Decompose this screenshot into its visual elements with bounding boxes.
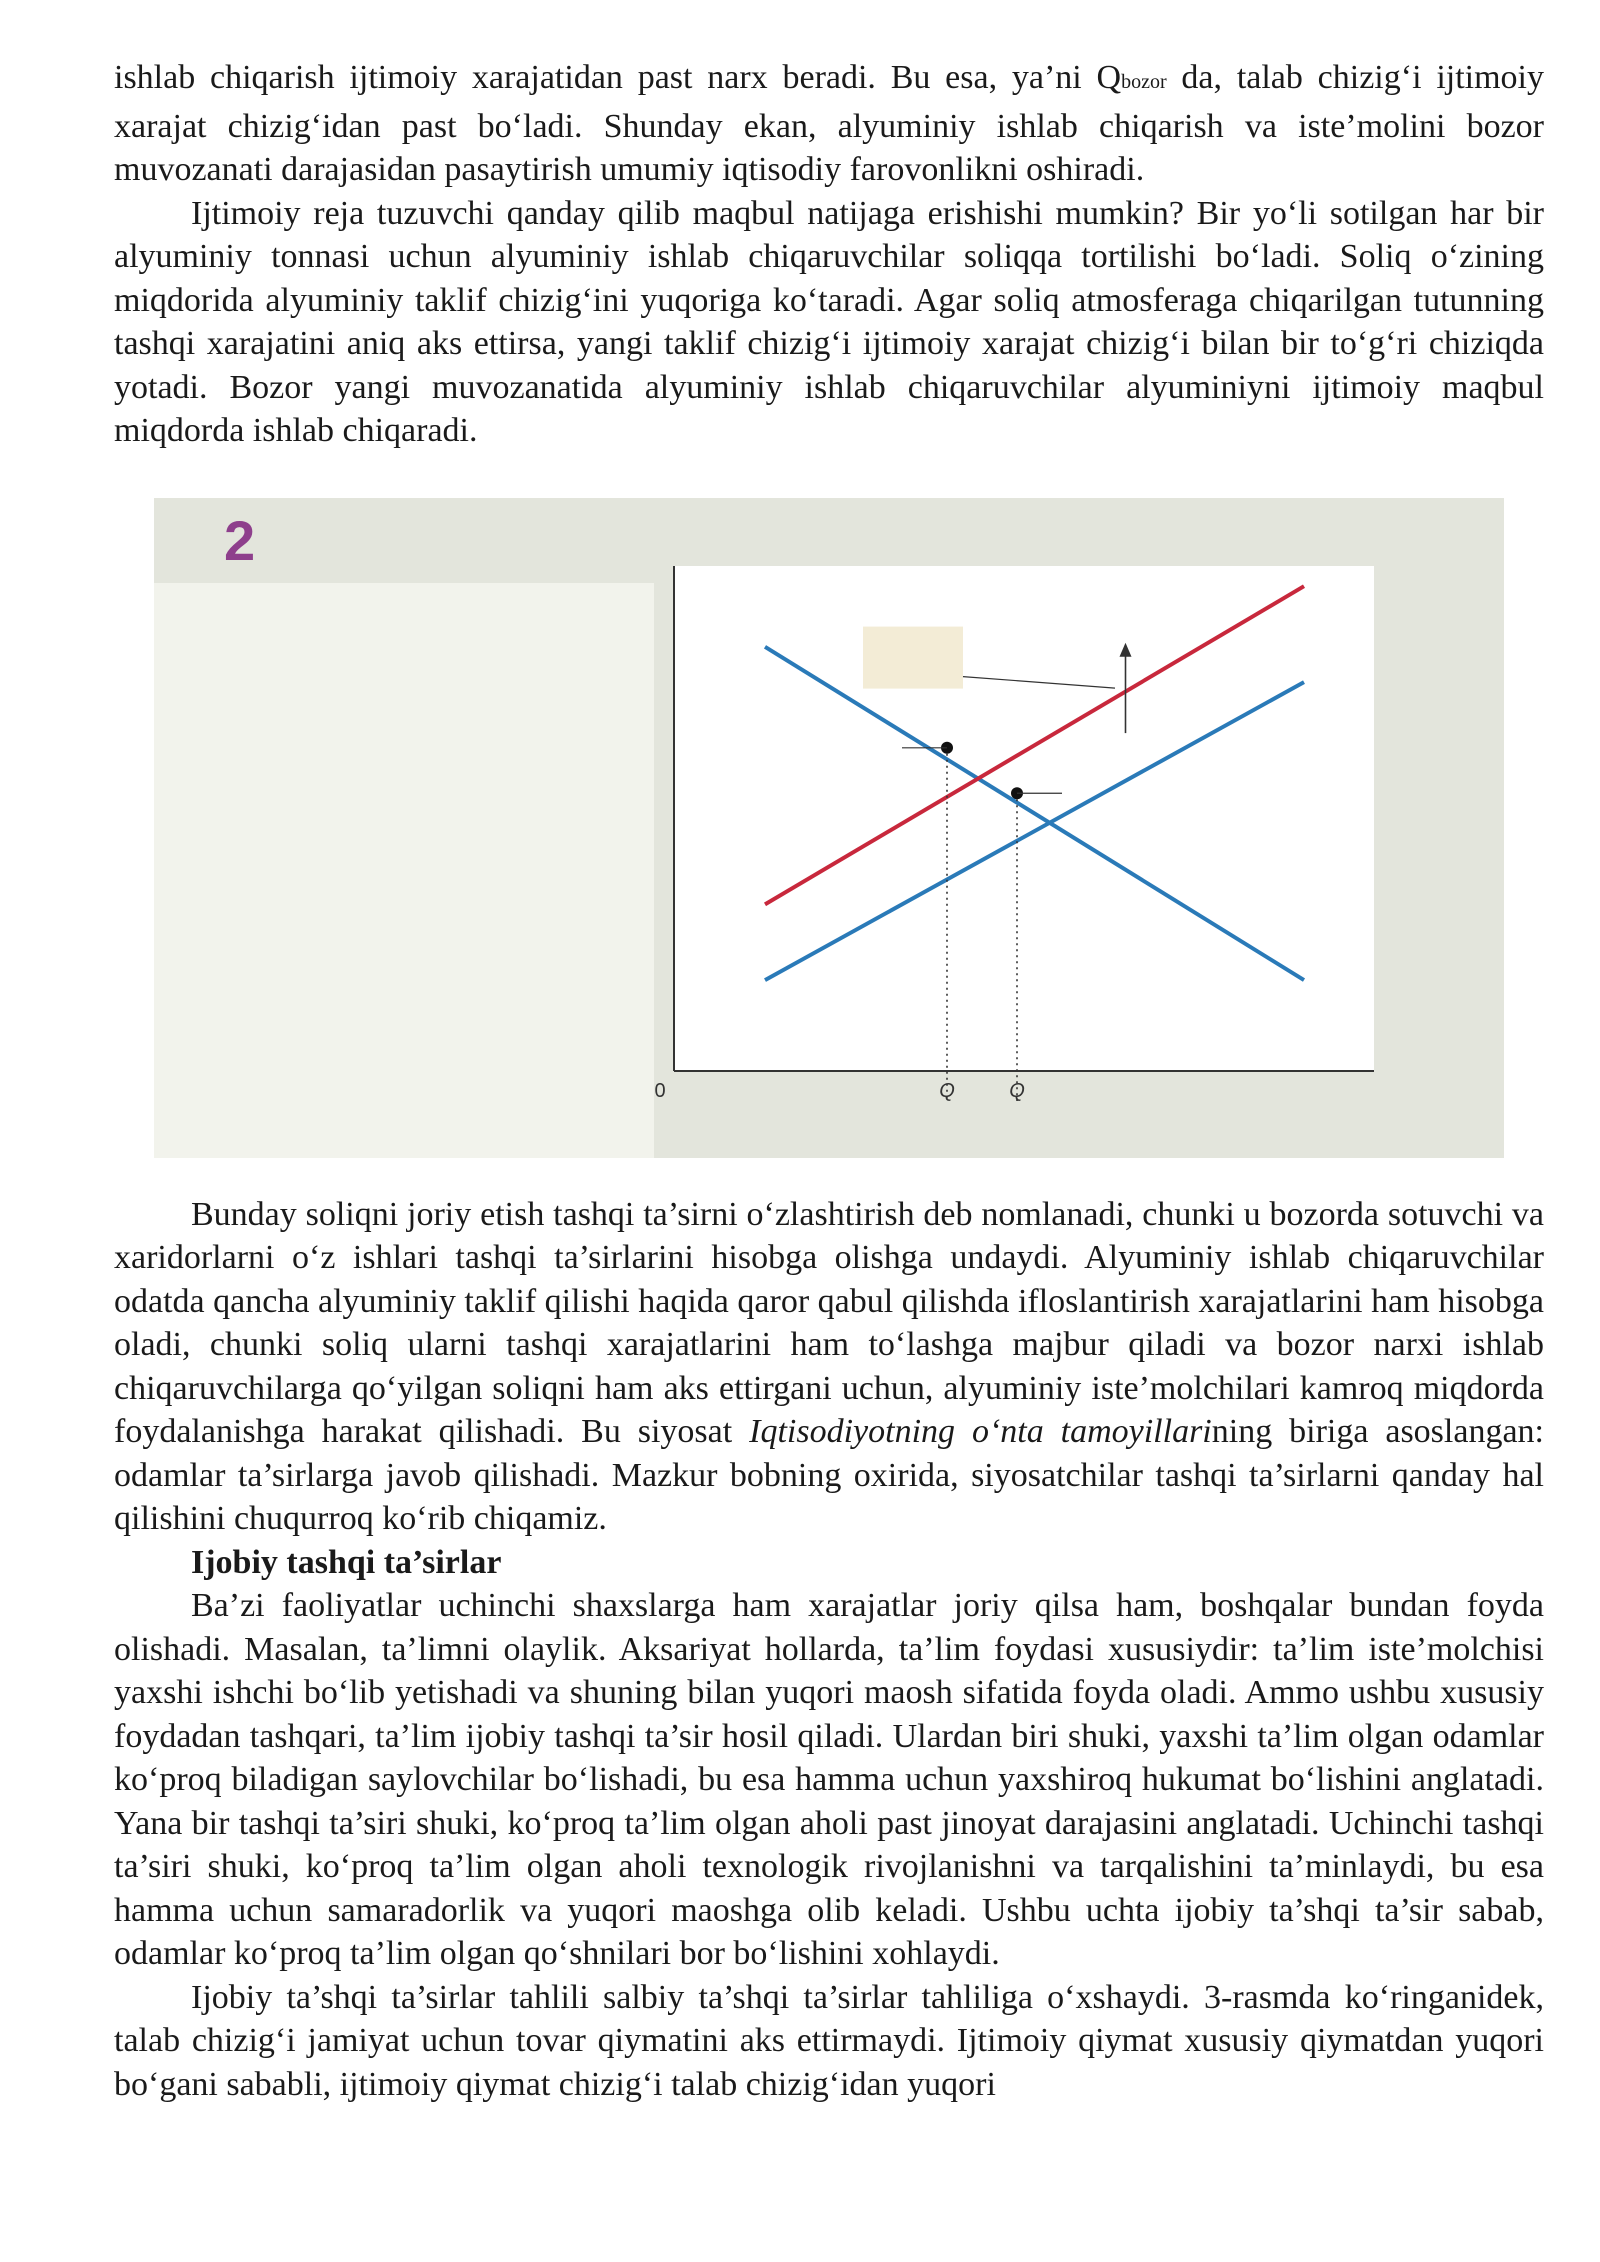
figure-background — [154, 498, 1504, 1158]
shift-arrow-head — [1120, 642, 1132, 656]
figure-2 — [114, 498, 1544, 1148]
book-title-italic: Iqtisodiyotning o‘nta tamoyillari — [749, 1413, 1212, 1450]
paragraph-2: Ijtimoiy reja tuzuvchi qanday qilib maqbul natijaga erishishi mumkin? Bir yo‘li sotilgan har bir alyuminiy tonnasi uchun alyuminiy ishlab chiqaruvchilar soliqqa tortilishi bo‘ladi. Soliq o‘zining miqdorida alyuminiy taklif chizig‘ini yuqoriga ko‘taradi. Agar soliq atmosferaga chiqarilgan tutunning tashqi xarajatini aniq aks ettirsa, yangi taklif chizig‘i ijtimoiy xarajat chizig‘i bilan bir to‘g‘ri chiziqda yotadi. Bozor yangi muvozanatida alyuminiy ishlab chiqaruvchilar alyuminiyni ijtimoiy maqbul miqdorda ishlab chiqaradi. — [114, 194, 1544, 449]
chart-svg — [154, 498, 1504, 1158]
social-cost-curve — [765, 586, 1304, 904]
quantity-label-1: Q — [939, 1079, 955, 1102]
quantity-label-2: Q — [1009, 1079, 1025, 1102]
origin-label: 0 — [654, 1079, 666, 1102]
document-page — [114, 56, 1544, 2106]
subscript-bozor: bozor — [1121, 71, 1167, 93]
paragraph-3: Bunday soliqni joriy etish tashqi ta’sirni o‘zlashtirish deb nomlanadi, chunki u bozorda sotuvchi va xaridorlarni o‘z ishlari tashqi ta’sirlarini hisobga olishga undaydi. Alyuminiy ishlab chiqaruvchilar odatda qancha alyuminiy taklif qilishi haqida qaror qabul qilishda ifloslantirish xarajatlarini ham hisobga oladi, chunki soliq ularni tashqi xarajatlarini ham to‘lashga majbur qiladi va bozor narxi ishlab chiqaruvchilarga qo‘yilgan soliqni ham aks ettirgani uchun, alyuminiy iste’molchilari kamroq miqdorda foydalanishga harakat qilishadi. Bu siyosat Iqtisodiyotning o‘nta tamoyillarining biriga asoslangan: odamlar ta’sirlarga javob qilishadi. Mazkur bobning oxirida, siyosatchilar tashqi ta’sirlarni qanday hal qilishini chuqurroq ko‘rib chiqamiz. — [114, 1195, 1544, 1537]
demand-curve — [765, 646, 1304, 979]
paragraph-5: Ijobiy ta’shqi ta’sirlar tahlili salbiy ta’shqi ta’sirlar tahliliga o‘xshaydi. 3-rasmda ko‘ringanidek, talab chizig‘i jamiyat uchun tovar qiymatini aks ettirmaydi. Ijtimoiy qiymat xususiy qiymatdan yuqori bo‘gani sababli, ijtimoiy qiymat chizig‘i talab chizig‘idan yuqori — [114, 1978, 1544, 2103]
label-leader-line — [963, 676, 1115, 688]
figure-number: 2 — [224, 508, 256, 572]
section-heading: Ijobiy tashqi ta’sirlar — [191, 1543, 502, 1581]
paragraph-1: ishlab chiqarish ijtimoiy xarajatidan past narx beradi. Bu esa, ya’ni Qbozor da, talab chizig‘i ijtimoiy xarajat chizig‘idan past bo‘ladi. Shunday ekan, alyuminiy ishlab chiqarish va iste’molini bozor muvozanati darajasidan pasaytirish umumiy iqtisodiy farovonlikni oshiradi. — [114, 59, 1544, 188]
supply-curve — [765, 682, 1304, 980]
curve-label-box — [863, 626, 963, 688]
paragraph-4: Ba’zi faoliyatlar uchinchi shaxslarga ham xarajatlar joriy qilsa ham, boshqalar bundan foyda olishadi. Masalan, ta’limni olaylik. Aksariyat hollarda, ta’lim foydasi xususiydir: ta’lim iste’molchisi yaxshi ishchi bo‘lib yetishadi va shuning bilan yuqori maosh sifatida foyda oladi. Ammo ushbu xususiy foydadan tashqari, ta’lim ijobiy tashqi ta’sir hosil qiladi. Ulardan biri shuki, yaxshi ta’lim olgan odamlar ko‘proq biladigan saylovchilar bo‘lishadi, bu esa hamma uchun yaxshiroq hukumat bo‘lishini anglatadi. Yana bir tashqi ta’siri shuki, ko‘proq ta’lim olgan aholi past jinoyat darajasini anglatadi. Uchinchi tashqi ta’siri shuki, ko‘proq ta’lim olgan aholi texnologik rivojlanishni va tarqalishini ta’minlaydi, bu esa hamma uchun samaradorlik va yuqori maoshga olib keladi. Ushbu uchta ijobiy ta’shqi ta’sir sabab, odamlar ko‘proq ta’lim olgan qo‘shnilari bor bo‘lishini xohlaydi. — [114, 1587, 1544, 1972]
